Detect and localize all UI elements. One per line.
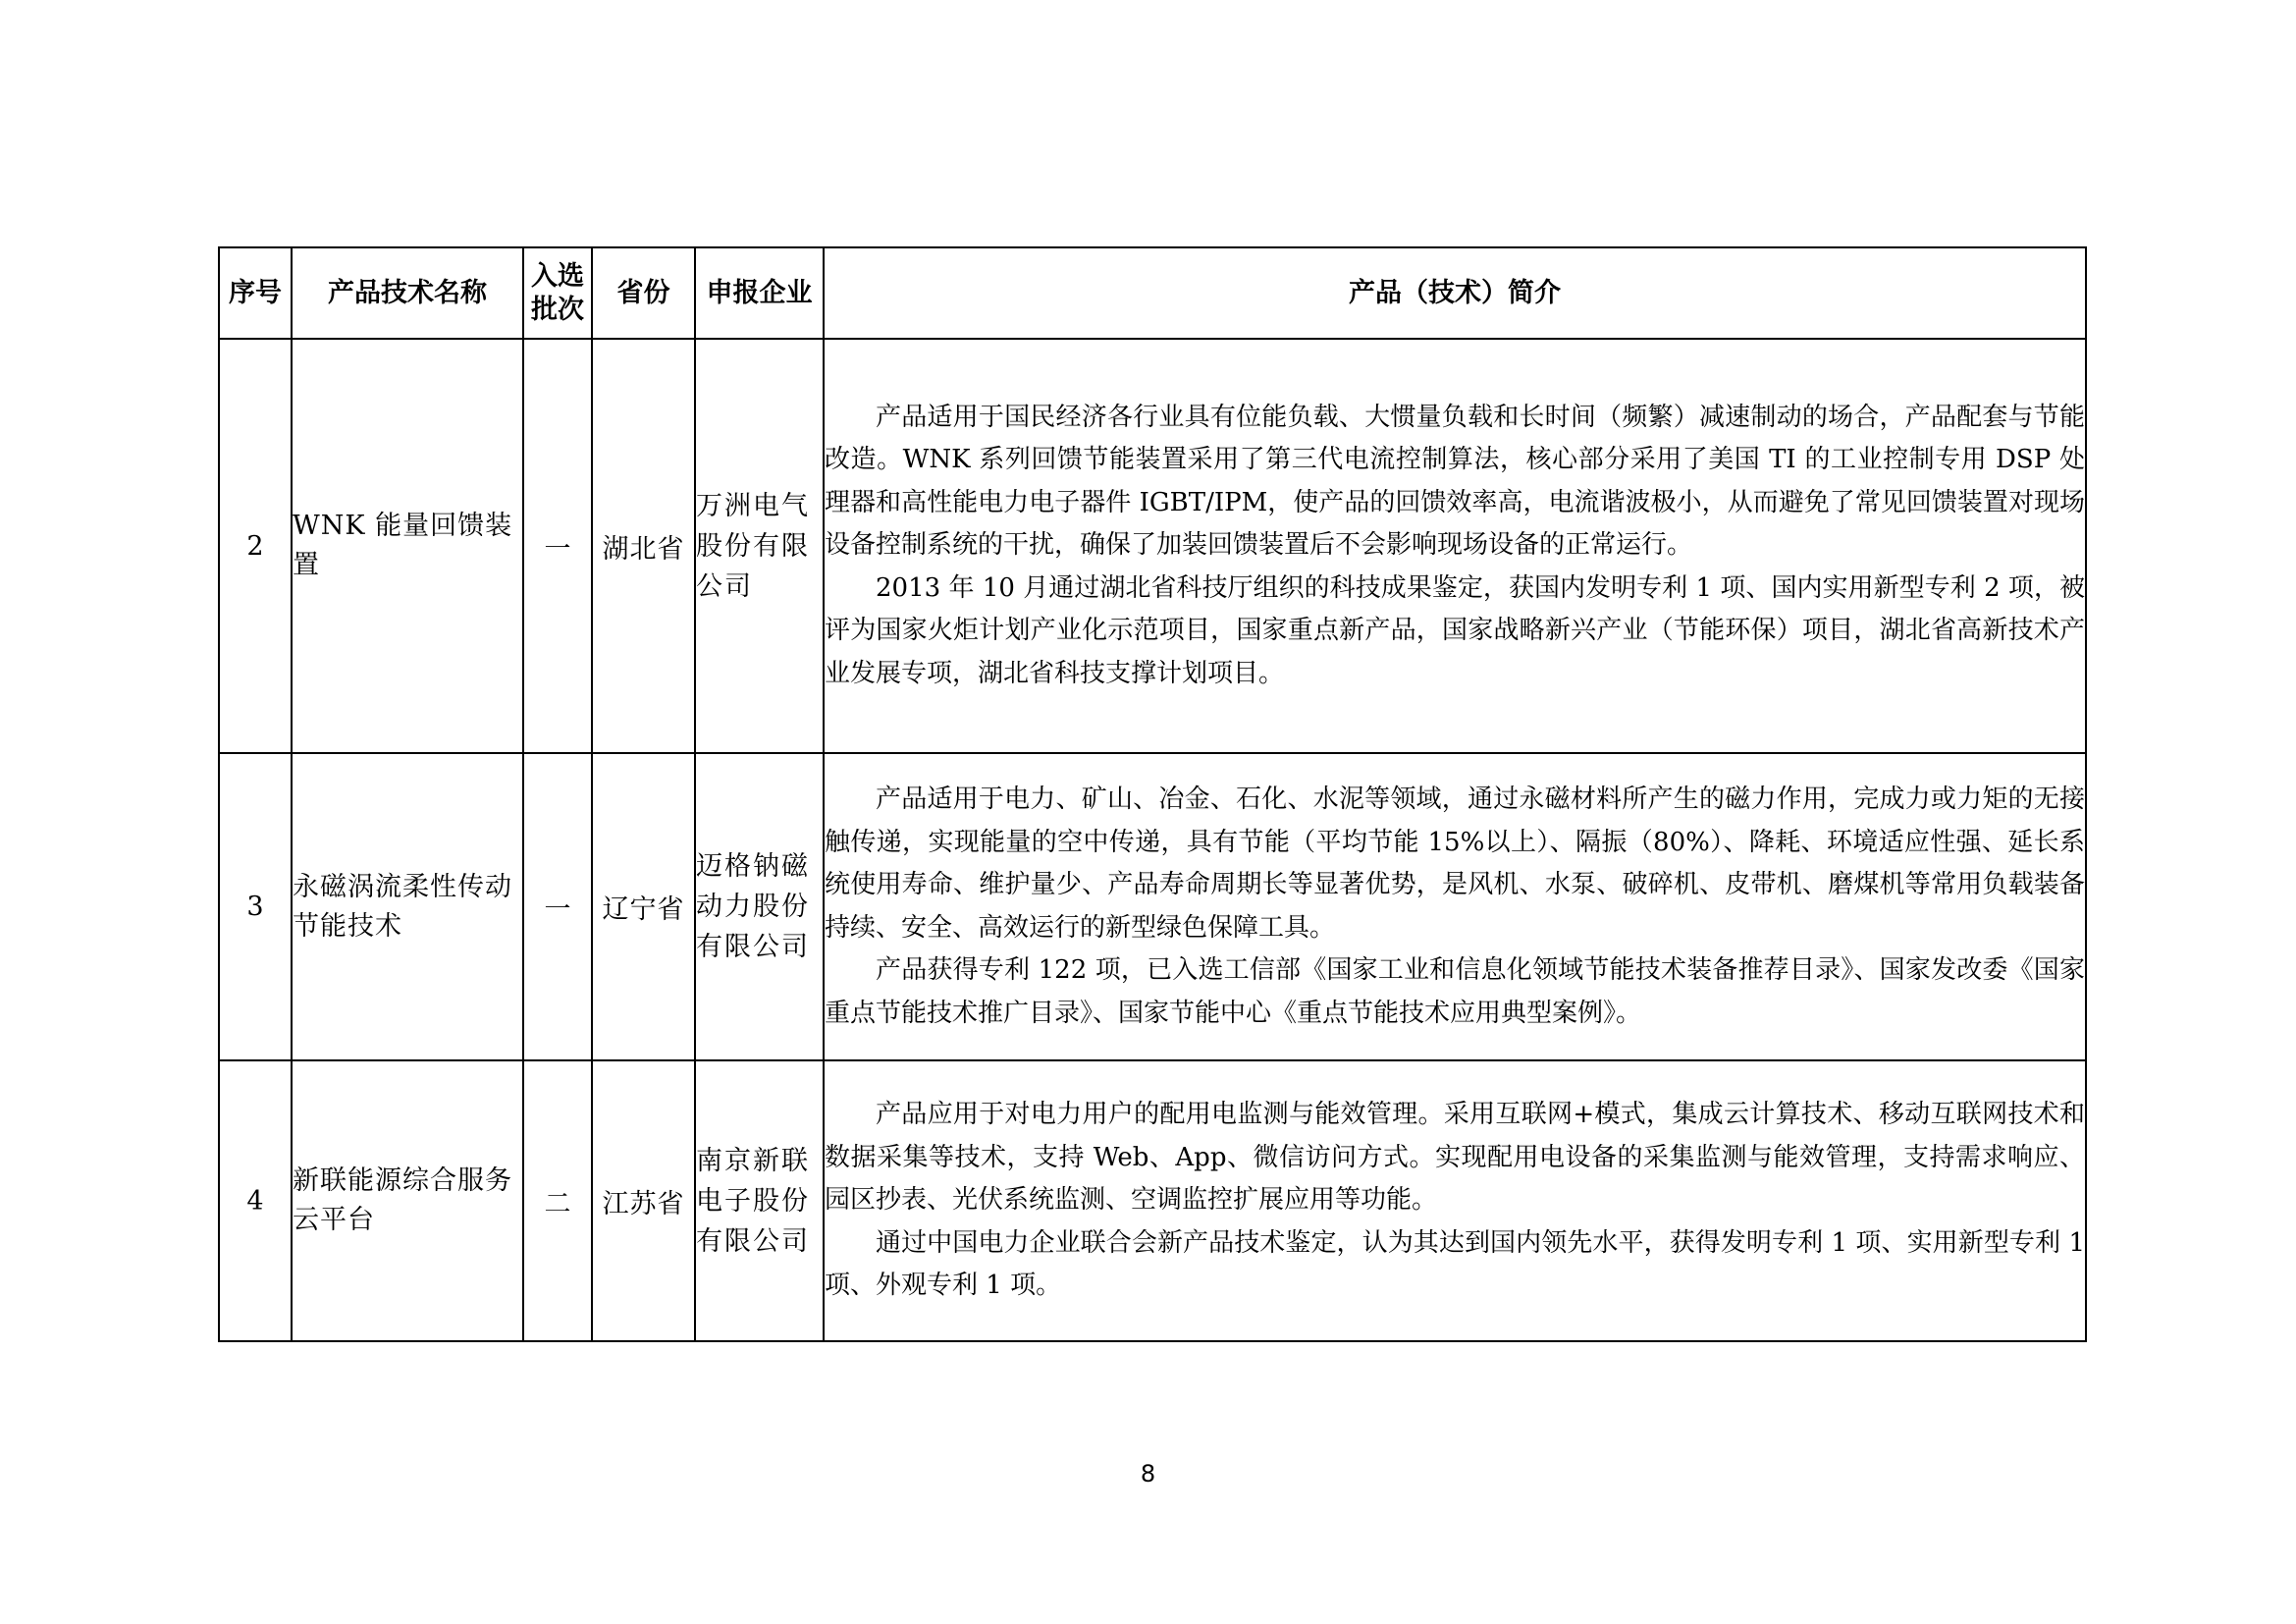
header-name: 产品技术名称	[292, 247, 523, 339]
header-batch-line1: 入选	[531, 260, 584, 292]
row-name: 永磁涡流柔性传动节能技术	[292, 753, 523, 1060]
row-intro	[824, 339, 2086, 753]
header-seq: 序号	[219, 247, 292, 339]
row-province: 辽宁省	[592, 753, 695, 1060]
table-row	[219, 753, 2086, 1060]
header-intro: 产品（技术）简介	[824, 247, 2086, 339]
intro-paragraph: 产品适用于国民经济各行业具有位能负载、大惯量负载和长时间（频繁）减速制动的场合，产品配套与节能改造。WNK 系列回馈节能装置采用了第三代电流控制算法，核心部分采用了美国 TI 的工业控制专用 DSP 处理器和高性能电力电子器件 IGBT/IPM，使产品的回馈效率高，电流谐波极小，从而避免了常见回馈装置对现场设备控制系统的干扰，确保了加装回馈装置后不会影响现场设备的正常运行。	[825, 402, 2085, 561]
header-row	[219, 247, 2086, 339]
intro-paragraph: 产品适用于电力、矿山、冶金、石化、水泥等领域，通过永磁材料所产生的磁力作用，完成力或力矩的无接触传递，实现能量的空中传递，具有节能（平均节能 15%以上）、隔振（80%）、降耗、环境适应性强、延长系统使用寿命、维护量少、产品寿命周期长等显著优势，是风机、水泵、破碎机、皮带机、磨煤机等常用负载装备持续、安全、高效运行的新型绿色保障工具。	[825, 785, 2085, 943]
header-province: 省份	[592, 247, 695, 339]
row-province: 江苏省	[592, 1060, 695, 1341]
table-row	[219, 339, 2086, 753]
row-batch: 二	[523, 1060, 592, 1341]
header-company: 申报企业	[695, 247, 824, 339]
row-intro	[824, 1060, 2086, 1341]
row-seq: 2	[219, 339, 292, 753]
row-intro	[824, 753, 2086, 1060]
intro-paragraph: 通过中国电力企业联合会新产品技术鉴定，认为其达到国内领先水平，获得发明专利 1 项、实用新型专利 1 项、外观专利 1 项。	[825, 1227, 2085, 1301]
table-row	[219, 1060, 2086, 1341]
row-name: WNK 能量回馈装置	[292, 339, 523, 753]
row-company: 万洲电气股份有限公司	[695, 339, 824, 753]
row-company: 南京新联电子股份有限公司	[695, 1060, 824, 1341]
intro-paragraph: 产品应用于对电力用户的配用电监测与能效管理。采用互联网+模式，集成云计算技术、移动互联网技术和数据采集等技术，支持 Web、App、微信访问方式。实现配用电设备的采集监测与能效管理，支持需求响应、园区抄表、光伏系统监测、空调监控扩展应用等功能。	[825, 1100, 2085, 1216]
row-name: 新联能源综合服务云平台	[292, 1060, 523, 1341]
row-seq: 3	[219, 753, 292, 1060]
row-company: 迈格钠磁动力股份有限公司	[695, 753, 824, 1060]
header-batch-line2: 批次	[531, 294, 584, 325]
row-province: 湖北省	[592, 339, 695, 753]
page-number: 8	[1140, 1460, 1156, 1488]
intro-paragraph: 2013 年 10 月通过湖北省科技厅组织的科技成果鉴定，获国内发明专利 1 项、国内实用新型专利 2 项，被评为国家火炬计划产业化示范项目，国家重点新产品，国家战略新兴产业（节能环保）项目，湖北省高新技术产业发展专项，湖北省科技支撑计划项目。	[825, 572, 2085, 688]
header-batch	[523, 247, 592, 339]
row-batch: 一	[523, 753, 592, 1060]
intro-paragraph: 产品获得专利 122 项，已入选工信部《国家工业和信息化领域节能技术装备推荐目录》、国家发改委《国家重点节能技术推广目录》、国家节能中心《重点节能技术应用典型案例》。	[825, 955, 2085, 1028]
row-seq: 4	[219, 1060, 292, 1341]
row-batch: 一	[523, 339, 592, 753]
product-table	[218, 246, 2087, 1342]
